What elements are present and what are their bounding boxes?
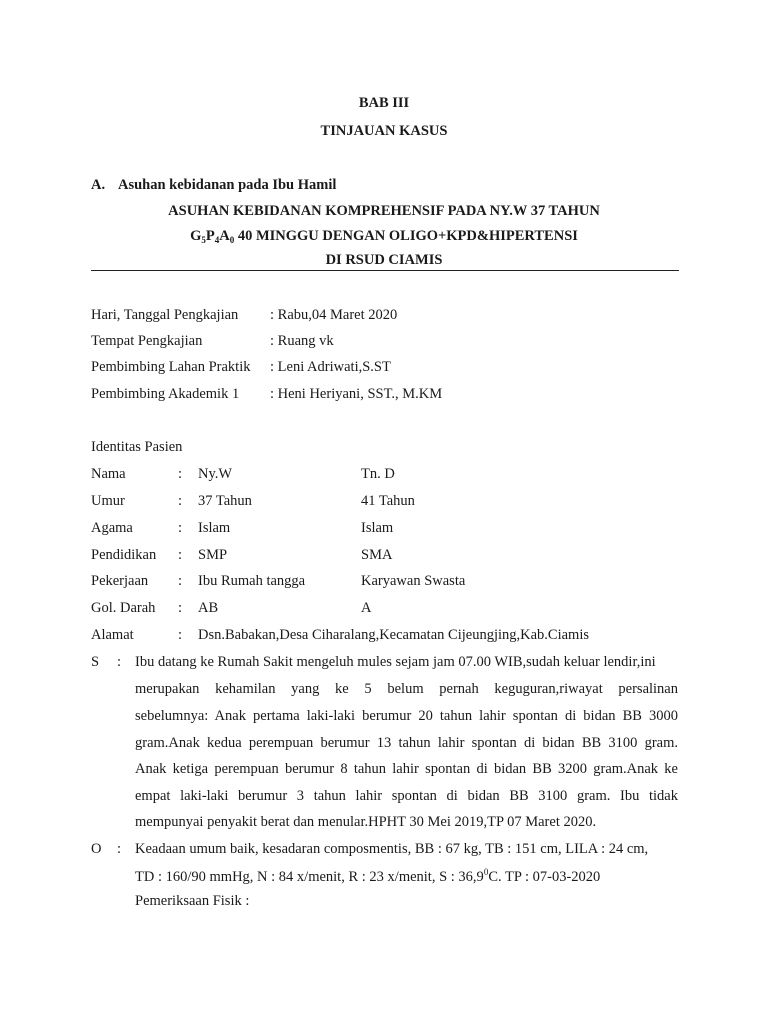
identity-husband-value: Karyawan Swasta xyxy=(361,573,466,589)
assessment-value-date: : Rabu,04 Maret 2020 xyxy=(270,307,398,323)
assessment-value-academic-supervisor: : Heni Heriyani, SST., M.KM xyxy=(270,386,443,402)
abortus-letter: A xyxy=(219,228,230,244)
identity-colon: : xyxy=(178,493,183,509)
address-value: Dsn.Babakan,Desa Ciharalang,Kecamatan Cijeungjing,Kab.Ciamis xyxy=(198,627,589,643)
identity-wife-value: Ny.W xyxy=(198,466,233,482)
assessment-label-date: Hari, Tanggal Pengkajian xyxy=(91,307,239,323)
identity-label: Agama xyxy=(91,520,133,536)
assessment-label-place: Tempat Pengkajian xyxy=(91,333,203,349)
identity-wife-value: 37 Tahun xyxy=(198,493,252,509)
subjective-colon: : xyxy=(117,654,122,670)
vital-signs-text: TD : 160/90 mmHg, N : 84 x/menit, R : 23 x/menit, S : 36,9 xyxy=(135,869,484,885)
heading-line-3: DI RSUD CIAMIS xyxy=(325,252,443,268)
chapter-number: BAB III xyxy=(358,95,410,111)
heading-line-2 xyxy=(0,228,768,245)
assessment-label-academic-supervisor: Pembimbing Akademik 1 xyxy=(91,386,240,402)
para-number: 4 xyxy=(214,235,220,245)
identity-husband-value: SMA xyxy=(361,547,393,563)
identity-husband-value: Tn. D xyxy=(361,466,395,482)
degree-superscript: 0 xyxy=(483,867,489,877)
address-label: Alamat xyxy=(91,627,134,643)
subjective-line: merupakan kehamilan yang ke 5 belum pernah keguguran,riwayat persalinan xyxy=(135,681,678,697)
identity-husband-value: A xyxy=(361,600,372,616)
identity-wife-value: Islam xyxy=(198,520,231,536)
heading-line-1: ASUHAN KEBIDANAN KOMPREHENSIF PADA NY.W 37 TAHUN xyxy=(168,203,600,219)
identity-label: Umur xyxy=(91,493,125,509)
para-letter: P xyxy=(205,228,215,244)
assessment-value-place: : Ruang vk xyxy=(270,333,334,349)
objective-letter: O xyxy=(91,841,102,857)
gravida-letter: G xyxy=(190,228,202,244)
identity-colon: : xyxy=(178,466,183,482)
identity-colon: : xyxy=(178,547,183,563)
vital-signs-text-end: C. TP : 07-03-2020 xyxy=(488,869,601,885)
identity-colon: : xyxy=(178,520,183,536)
objective-colon: : xyxy=(117,841,122,857)
identity-colon: : xyxy=(178,573,183,589)
identity-wife-value: SMP xyxy=(198,547,228,563)
subjective-letter: S xyxy=(91,654,100,670)
section-letter: A. xyxy=(91,177,106,193)
subjective-line: gram.Anak kedua perempuan berumur 13 tahun lahir spontan di bidan BB 3100 gram. xyxy=(135,735,678,751)
physical-exam-label: Pemeriksaan Fisik : xyxy=(135,893,250,909)
gravida-number: 5 xyxy=(201,235,206,245)
identity-husband-value: 41 Tahun xyxy=(361,493,415,509)
subjective-line: Ibu datang ke Rumah Sakit mengeluh mules sejam jam 07.00 WIB,sudah keluar lendir,ini xyxy=(135,654,656,670)
objective-line-1: Keadaan umum baik, kesadaran composmentis, BB : 67 kg, TB : 151 cm, LILA : 24 cm, xyxy=(135,841,649,857)
subjective-line: sebelumnya: Anak pertama laki-laki berumur 20 tahun lahir spontan di bidan BB 3000 xyxy=(135,708,678,724)
identity-label: Nama xyxy=(91,466,126,482)
heading-line-2-rest: 40 MINGGU DENGAN OLIGO+KPD&HIPERTENSI xyxy=(234,228,578,244)
subjective-line: empat laki-laki berumur 3 tahun lahir spontan di bidan BB 3100 gram. Ibu tidak xyxy=(135,788,678,804)
identity-colon: : xyxy=(178,600,183,616)
identity-wife-value: AB xyxy=(198,600,219,616)
assessment-label-field-supervisor: Pembimbing Lahan Praktik xyxy=(91,359,251,375)
address-colon: : xyxy=(178,627,183,643)
chapter-title: TINJAUAN KASUS xyxy=(320,123,448,139)
identity-label: Pekerjaan xyxy=(91,573,149,589)
heading-divider xyxy=(91,270,679,271)
identity-label: Pendidikan xyxy=(91,547,157,563)
subjective-last-line: mempunyai penyakit berat dan menular.HPHT 30 Mei 2019,TP 07 Maret 2020. xyxy=(135,814,597,830)
assessment-value-field-supervisor: : Leni Adriwati,S.ST xyxy=(270,359,391,375)
identity-title: Identitas Pasien xyxy=(91,439,183,455)
identity-husband-value: Islam xyxy=(361,520,394,536)
objective-line-2 xyxy=(135,867,600,886)
section-title: Asuhan kebidanan pada Ibu Hamil xyxy=(118,177,337,193)
abortus-number: 0 xyxy=(229,235,235,245)
subjective-line: Anak ketiga perempuan berumur 8 tahun lahir spontan di bidan BB 3200 gram.Anak ke xyxy=(135,761,678,777)
identity-label: Gol. Darah xyxy=(91,600,156,616)
identity-wife-value: Ibu Rumah tangga xyxy=(198,573,306,589)
